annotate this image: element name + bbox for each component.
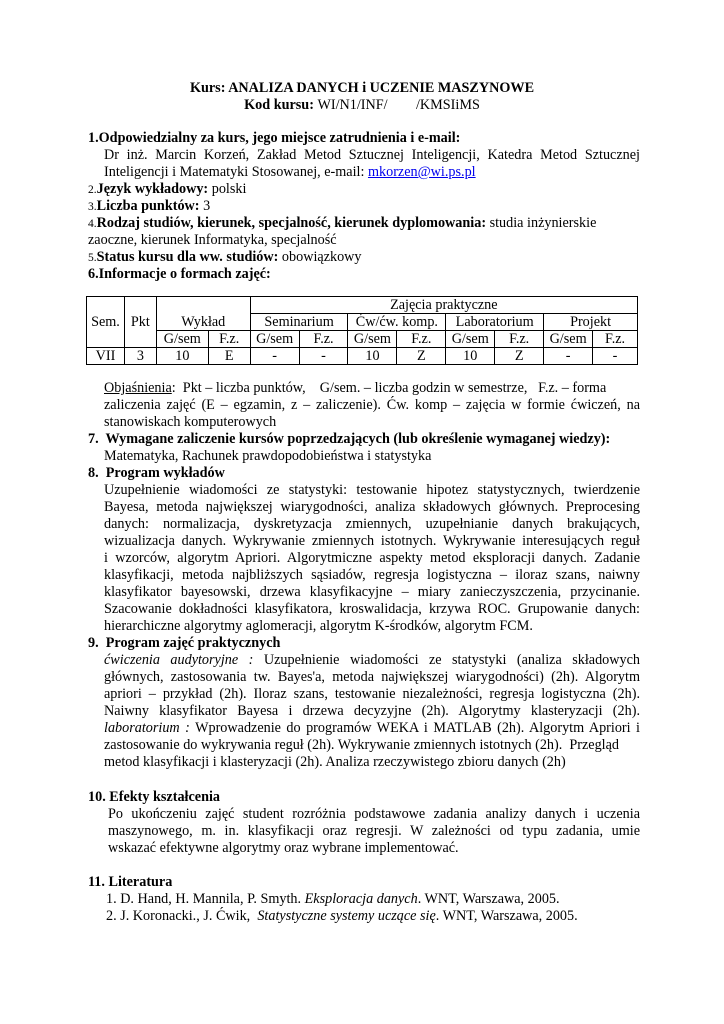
section-9-line: apriori – przykład (2h). Iloraz szans, testowanie niezależności, regresja logistyczna (2h).: [104, 686, 640, 702]
section-10-line: Po ukończeniu zajęć student rozróżnia podstawowe zadania analizy danych i uczenia: [108, 806, 640, 822]
section-7-heading: 7. Wymagane zaliczenie kursów poprzedzających (lub określenie wymaganej wiedzy):: [88, 431, 611, 447]
course-forms-table: [86, 296, 638, 365]
reference-1-title: Eksploracja danych: [304, 891, 418, 907]
section-8-line: klasyfikator bayesowski, drzewa klasyfikacyjne – miary zanieczyszczenia, przycinanie.: [104, 584, 640, 600]
section-9-lab-text: Wprowadzenie do programów WEKA i MATLAB (2h). Algorytm Apriori i: [195, 720, 641, 736]
table-cell: E: [208, 348, 250, 365]
reference-1-authors: 1. D. Hand, H. Mannila, P. Smyth.: [106, 891, 305, 907]
section-3-label: Liczba punktów:: [96, 198, 200, 214]
header-zajecia-praktyczne: Zajęcia praktyczne: [250, 297, 637, 314]
table-row: [87, 348, 638, 365]
subheader-cell: F.z.: [495, 331, 544, 348]
table-cell: -: [250, 348, 299, 365]
table-cell: -: [544, 348, 593, 365]
reference-1-publisher: . WNT, Warszawa, 2005.: [417, 891, 560, 907]
explanation-line1: [104, 380, 640, 397]
section-3: [88, 198, 642, 216]
section-10-line: maszynowego, m. in. klasyfikacji oraz regresji. W zależności od typu zadania, umie: [108, 823, 640, 839]
header-cwiczenia: Ćw/ćw. komp.: [348, 314, 446, 331]
subheader-cell: F.z.: [593, 331, 638, 348]
exercises-label: ćwiczenia audytoryjne :: [104, 652, 254, 668]
section-1-line2-text: Inteligencji i Matematyki Stosowanej, e-mail:: [104, 164, 365, 180]
section-9-line1: [104, 652, 640, 669]
section-2-label: Język wykładowy:: [96, 181, 209, 197]
course-name: ANALIZA DANYCH i UCZENIE MASZYNOWE: [228, 80, 535, 96]
header-wyklad: Wykład: [156, 297, 250, 331]
section-5-value: obowiązkowy: [281, 249, 362, 265]
subheader-cell: G/sem: [348, 331, 397, 348]
subheader-cell: G/sem: [156, 331, 208, 348]
explanation-line3: stanowiskach komputerowych: [104, 414, 277, 430]
reference-2-authors: 2. J. Koronacki., J. Ćwik,: [106, 908, 258, 924]
code-value: WI/N1/INF/ /KMSIiMS: [317, 97, 480, 113]
table-header-row-1: [87, 297, 638, 314]
section-5-num: 5.: [88, 252, 97, 264]
section-7-text: Matematyka, Rachunek prawdopodobieństwa i statystyka: [104, 448, 432, 464]
table-cell: -: [299, 348, 348, 365]
subheader-cell: F.z.: [299, 331, 348, 348]
table-cell: 10: [348, 348, 397, 365]
reference-2-publisher: . WNT, Warszawa, 2005.: [435, 908, 578, 924]
section-4-label: Rodzaj studiów, kierunek, specjalność, kierunek dyplomowania:: [96, 215, 487, 231]
reference-2-title: Statystyczne systemy uczące się: [257, 908, 436, 924]
code-label: Kod kursu:: [244, 97, 314, 113]
section-1-line2: [104, 164, 642, 181]
subheader-cell: G/sem: [544, 331, 593, 348]
email-link[interactable]: mkorzen@wi.ps.pl: [367, 164, 476, 180]
explanation-label: Objaśnienia: [104, 380, 172, 396]
section-3-num: 3.: [88, 201, 97, 213]
header-pkt: Pkt: [124, 297, 156, 348]
course-label: Kurs:: [189, 80, 226, 96]
subheader-cell: F.z.: [397, 331, 446, 348]
section-8-line: wizualizacja danych. Wykrywanie zmiennych istotnych. Wykrywanie interesujących reguł: [104, 533, 640, 549]
section-9-line1-text: Uzupełnienie wiadomości ze statystyki (analiza składowych: [263, 652, 641, 668]
section-9-lab-line: metod klasyfikacji i klasteryzacji (2h). Analiza rzeczywistego zbioru danych (2h): [104, 754, 566, 770]
section-3-value: 3: [203, 198, 211, 214]
section-1-heading: 1.Odpowiedzialny za kurs, jego miejsce zatrudnienia i e-mail:: [88, 130, 461, 146]
header-projekt: Projekt: [544, 314, 638, 331]
table-cell: 10: [156, 348, 208, 365]
laboratory-label: laboratorium :: [104, 720, 190, 736]
section-4: [88, 215, 642, 233]
section-8-line: danych: normalizacja, dyskretyzacja zmiennych, uzupełnianie danych brakujących,: [104, 516, 640, 532]
section-4-num: 4.: [88, 218, 97, 230]
section-11-heading: 11. Literatura: [88, 874, 173, 890]
section-10-heading: 10. Efekty kształcenia: [88, 789, 221, 805]
subheader-cell: G/sem: [446, 331, 495, 348]
subheader-cell: G/sem: [250, 331, 299, 348]
section-9-lab-line: zastosowanie do wykrywania reguł (2h). Wykrywanie zmiennych istotnych (2h). Przegląd: [104, 737, 620, 753]
section-8-heading: 8. Program wykładów: [88, 465, 225, 481]
table-cell: 10: [446, 348, 495, 365]
table-cell: Z: [397, 348, 446, 365]
section-8-line: Bayesa, metoda największej wiarygodności, analiza składowych głównych. Preprocesing: [104, 499, 640, 515]
section-9-heading: 9. Program zajęć praktycznych: [88, 635, 281, 651]
course-code: [0, 97, 724, 114]
section-2-value: polski: [211, 181, 247, 197]
section-5-label: Status kursu dla ww. studiów:: [96, 249, 279, 265]
section-9-line: Naiwny klasyfikator Bayesa i drzewa decyzyjne (2h). Algorytmy klasteryzacji (2h).: [104, 703, 640, 719]
section-8-line: Szacowanie dokładności klasyfikatora, kroswalidacja, krzywa ROC. Grupowanie danych:: [104, 601, 640, 617]
section-2: [88, 181, 642, 199]
explanation-line1-text: : Pkt – liczba punktów, G/sem. – liczba godzin w semestrze, F.z. – forma: [171, 380, 607, 396]
section-8-line: klasyfikacji, metoda najbliższych sąsiadów, regresja logistyczna – iloraz szans, naiwny: [104, 567, 640, 583]
section-4-value2: zaoczne, kierunek Informatyka, specjalność: [88, 232, 337, 248]
section-5: [88, 249, 642, 267]
section-1-line1: Dr inż. Marcin Korzeń, Zakład Metod Sztucznej Inteligencji, Katedra Metod Sztucznej: [104, 147, 640, 163]
table-cell: Z: [495, 348, 544, 365]
explanation-line2: zaliczenia zajęć (E – egzamin, z – zaliczenie). Ćw. komp – zajęcia w formie ćwiczeń, na: [104, 397, 640, 413]
section-10-line: wskazać efektywne algorytmy oraz wybrane implementować.: [108, 840, 459, 856]
header-seminarium: Seminarium: [250, 314, 348, 331]
section-2-num: 2.: [88, 184, 97, 196]
course-title: [0, 80, 724, 97]
section-6-heading: 6.Informacje o formach zajęć:: [88, 266, 271, 282]
section-8-line: hierarchiczne algorytmy aglomeracji, algorytm K-środków, algorytm FCM.: [104, 618, 533, 634]
table-header-row-3: [87, 331, 638, 348]
table-cell: 3: [124, 348, 156, 365]
table-cell: VII: [87, 348, 125, 365]
section-8-line: Uzupełnienie wiadomości ze statystyki: testowanie hipotez statystycznych, twierdzenie: [104, 482, 640, 498]
section-9-line: głównych, zastosowania tw. Bayes'a, metoda największej wiarygodności) (2h). Algorytm: [104, 669, 640, 685]
reference-item: [106, 908, 642, 925]
header-sem: Sem.: [87, 297, 125, 348]
header-laboratorium: Laboratorium: [446, 314, 544, 331]
section-9-lab-line: [104, 720, 640, 737]
table-cell: -: [593, 348, 638, 365]
section-4-value1: studia inżynierskie: [489, 215, 597, 231]
subheader-cell: F.z.: [208, 331, 250, 348]
reference-item: [106, 891, 642, 908]
section-8-line: i wzorców, algorytm Apriori. Algorytmiczne aspekty metod eksploracji danych. Zadanie: [104, 550, 640, 566]
